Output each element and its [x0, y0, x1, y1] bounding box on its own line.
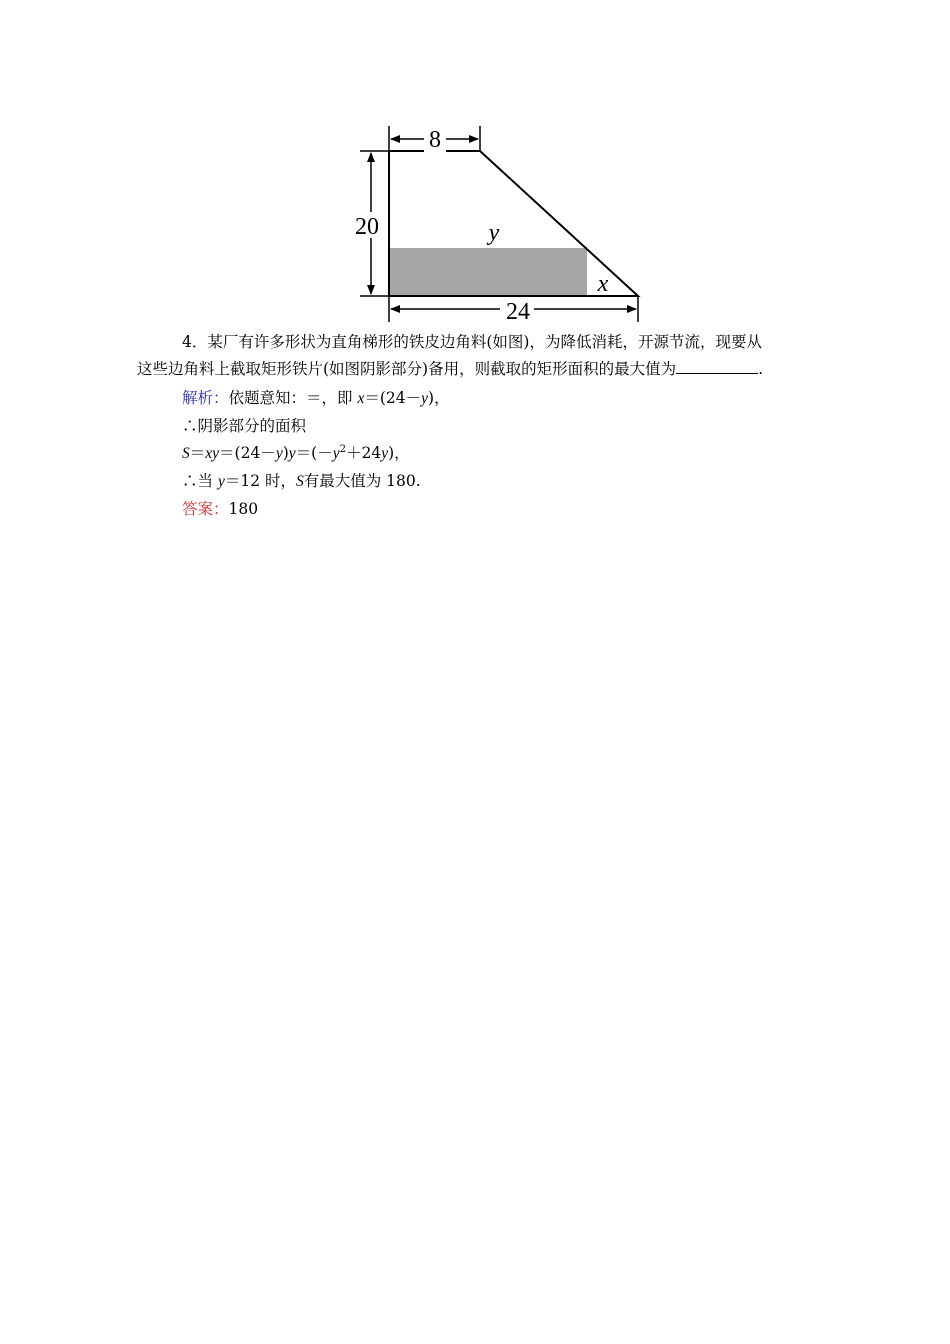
label-var-x: x [597, 271, 609, 297]
problem-number: 4． [182, 333, 208, 351]
equation-part: ＝(24－ [219, 444, 276, 462]
problem-text-end: . [758, 360, 764, 378]
answer-value: 180 [228, 500, 259, 518]
var-y: y [421, 390, 429, 407]
trapezoid-figure [340, 118, 650, 330]
solution-text: ∴阴影部分的面积 [182, 417, 307, 435]
var-y: y [275, 445, 283, 462]
answer-line [182, 499, 258, 519]
answer-label: 答案： [182, 500, 229, 518]
label-height: 20 [355, 214, 379, 240]
equation-part: ) [282, 444, 289, 462]
solution-text: ＝12 时， [224, 472, 296, 490]
solution-label: 解析： [182, 389, 229, 407]
var-x: x [357, 390, 365, 407]
equation-end: )， [428, 389, 450, 407]
var-S: S [295, 473, 304, 490]
var-y: y [288, 445, 296, 462]
solution-line-1 [182, 388, 450, 409]
solution-line-3 [182, 443, 410, 464]
var-y: y [332, 445, 340, 462]
problem-text-2: 这些边角料上截取矩形铁片(如图阴影部分)备用，则截取的矩形面积的最大值为 [137, 360, 677, 378]
problem-line-2 [137, 359, 763, 379]
var-xy: xy [205, 445, 220, 462]
equation-part: ＝(24－ [364, 389, 422, 407]
label-var-y: y [488, 220, 500, 246]
solution-text: 有最大值为 180. [303, 472, 421, 490]
label-bottom-width: 24 [506, 299, 530, 325]
solution-line-2 [182, 416, 306, 436]
exponent: 2 [339, 443, 346, 455]
equation-part: ＝(－ [295, 444, 333, 462]
solution-text: ∴当 [182, 472, 218, 490]
solution-text: 依题意知：＝，即 [228, 389, 358, 407]
var-S: S [182, 445, 190, 462]
equation-part: ＝ [189, 444, 206, 462]
equation-end: )， [388, 444, 410, 462]
problem-text-1: 某厂有许多形状为直角梯形的铁皮边角料(如图)，为降低消耗，开源节流，现要从 [207, 333, 762, 351]
shaded-rectangle [389, 248, 587, 296]
label-top-width: 8 [429, 127, 441, 153]
var-y: y [217, 473, 225, 490]
equation-part: ＋24 [345, 444, 382, 462]
solution-line-4 [182, 471, 421, 492]
problem-line-1 [182, 332, 762, 352]
answer-blank [676, 359, 758, 374]
var-y: y [381, 445, 389, 462]
